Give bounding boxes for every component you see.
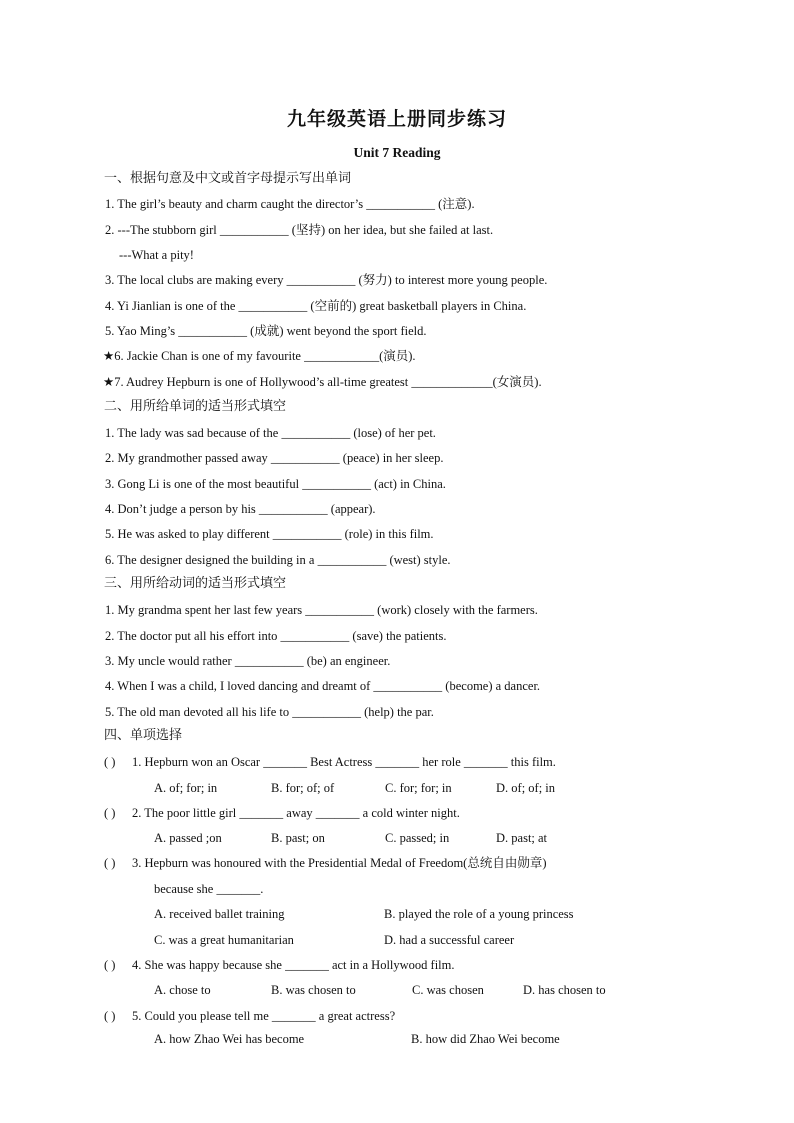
exercise-line: 1. The girl’s beauty and charm caught the director’s ___________ (注意). [105, 197, 475, 211]
question-stem: 5. Could you please tell me _______ a great actress? [132, 1009, 396, 1023]
option-a: A. of; for; in [154, 781, 218, 795]
option-a: A. how Zhao Wei has become [154, 1032, 305, 1046]
question-stem: 1. Hepburn won an Oscar _______ Best Actress _______ her role _______ this film. [132, 755, 556, 769]
question-stem: 3. Hepburn was honoured with the Presidential Medal of Freedom(总统自由勋章) [132, 856, 547, 870]
option-a: A. passed ;on [154, 831, 222, 845]
answer-paren: ( ) [104, 958, 116, 972]
exercise-line: 4. Don’t judge a person by his ___________ (appear). [105, 502, 376, 516]
exercise-line: 1. My grandma spent her last few years ___________ (work) closely with the farmers. [105, 603, 538, 617]
question-stem: 2. The poor little girl _______ away _______ a cold winter night. [132, 806, 460, 820]
section-heading: 三、用所给动词的适当形式填空 [104, 576, 287, 591]
option-d: D. past; at [496, 831, 548, 845]
section-heading: 一、根据句意及中文或首字母提示写出单词 [104, 171, 352, 186]
answer-paren: ( ) [104, 856, 116, 870]
option-c: C. passed; in [385, 831, 450, 845]
page-title: 九年级英语上册同步练习 [286, 108, 507, 130]
option-d: D. had a successful career [384, 933, 515, 947]
answer-paren: ( ) [104, 806, 116, 820]
exercise-line: 3. My uncle would rather ___________ (be) an engineer. [105, 654, 391, 668]
answer-paren: ( ) [104, 1009, 116, 1023]
option-a: A. chose to [154, 983, 211, 997]
option-a: A. received ballet training [154, 907, 285, 921]
page-subtitle: Unit 7 Reading [353, 145, 441, 160]
option-b: B. played the role of a young princess [384, 907, 574, 921]
exercise-line: 5. Yao Ming’s ___________ (成就) went beyond the sport field. [105, 324, 427, 338]
answer-paren: ( ) [104, 755, 116, 769]
exercise-line: 6. The designer designed the building in a ___________ (west) style. [105, 553, 451, 567]
option-c: C. was a great humanitarian [154, 933, 294, 947]
option-b: B. was chosen to [271, 983, 356, 997]
option-b: B. for; of; of [271, 781, 335, 795]
exercise-line: 2. My grandmother passed away ___________ (peace) in her sleep. [105, 451, 444, 465]
option-b: B. how did Zhao Wei become [411, 1032, 560, 1046]
exercise-line: 4. When I was a child, I loved dancing and dreamt of ___________ (become) a dancer. [105, 679, 541, 693]
option-c: C. was chosen [412, 983, 484, 997]
exercise-line: 5. He was asked to play different ___________ (role) in this film. [105, 527, 434, 541]
option-c: C. for; for; in [385, 781, 452, 795]
exercise-line: 4. Yi Jianlian is one of the ___________ (空前的) great basketball players in China. [105, 299, 527, 313]
exercise-line: 3. Gong Li is one of the most beautiful ___________ (act) in China. [105, 477, 446, 491]
exercise-line: 1. The lady was sad because of the ___________ (lose) of her pet. [105, 426, 436, 440]
exercise-line: 2. The doctor put all his effort into ___________ (save) the patients. [105, 629, 447, 643]
section-heading: 二、用所给单词的适当形式填空 [104, 399, 287, 414]
option-b: B. past; on [271, 831, 325, 845]
exercise-line: 5. The old man devoted all his life to ___________ (help) the par. [105, 705, 434, 719]
exercise-line: ★7. Audrey Hepburn is one of Hollywood’s all-time greatest _____________(女演员). [103, 375, 542, 389]
exercise-line: ★6. Jackie Chan is one of my favourite ____________(演员). [103, 349, 416, 363]
option-d: D. has chosen to [523, 983, 606, 997]
question-stem-continued: because she _______. [154, 882, 264, 896]
exercise-line: 2. ---The stubborn girl ___________ (坚持) on her idea, but she failed at last. [105, 223, 494, 237]
question-stem: 4. She was happy because she _______ act in a Hollywood film. [132, 958, 455, 972]
exercise-line: 3. The local clubs are making every ___________ (努力) to interest more young people. [105, 273, 548, 287]
section-heading: 四、单项选择 [104, 728, 183, 743]
exercise-line: ---What a pity! [119, 248, 194, 262]
option-d: D. of; of; in [496, 781, 556, 795]
